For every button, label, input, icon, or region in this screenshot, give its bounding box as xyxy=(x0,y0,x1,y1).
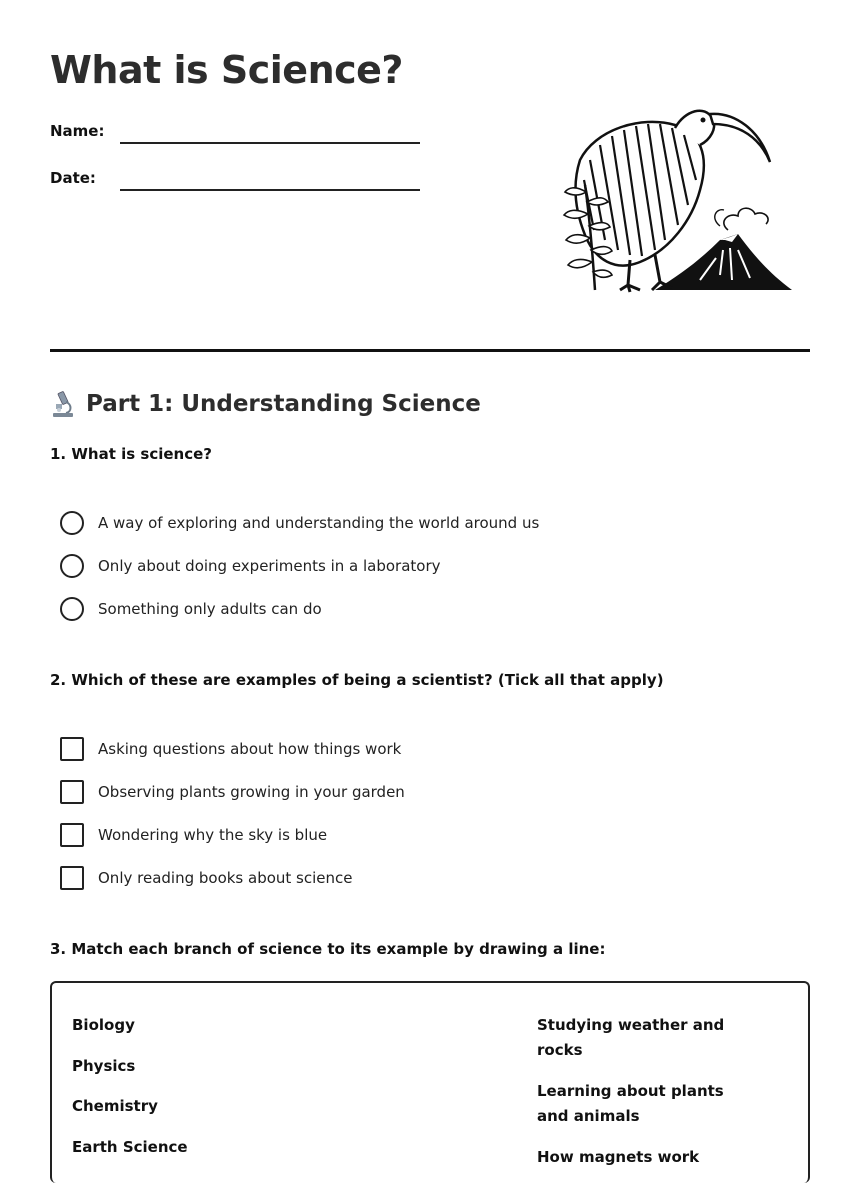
question-2: 2. Which of these are examples of being a scientist? (Tick all that apply) xyxy=(50,671,664,689)
q2-option-3-label: Wondering why the sky is blue xyxy=(98,826,328,844)
example-item[interactable]: How magnets work xyxy=(537,1148,700,1166)
branch-list xyxy=(72,1013,188,1175)
microscope-icon xyxy=(50,390,76,418)
name-line[interactable] xyxy=(120,142,420,144)
q2-option-1[interactable] xyxy=(60,737,401,761)
radio-button[interactable] xyxy=(60,554,84,578)
q2-option-1-label: Asking questions about how things work xyxy=(98,740,402,758)
checkbox[interactable] xyxy=(60,737,84,761)
example-list xyxy=(537,1013,757,1186)
checkbox[interactable] xyxy=(60,780,84,804)
q1-option-2-label: Only about doing experiments in a laboratory xyxy=(98,557,441,575)
date-line[interactable] xyxy=(120,189,420,191)
page-title: What is Science? xyxy=(50,48,403,92)
name-field[interactable] xyxy=(50,122,104,140)
branch-item[interactable]: Earth Science xyxy=(72,1137,188,1156)
q2-option-4[interactable] xyxy=(60,866,353,890)
question-1: 1. What is science? xyxy=(50,445,212,463)
checkbox[interactable] xyxy=(60,866,84,890)
radio-button[interactable] xyxy=(60,597,84,621)
part1-title: Part 1: Understanding Science xyxy=(86,391,481,417)
branch-item[interactable]: Physics xyxy=(72,1056,136,1075)
matching-box xyxy=(50,981,810,1183)
example-item[interactable]: Studying weather and rocks xyxy=(537,1016,725,1059)
q1-option-3[interactable] xyxy=(60,597,322,621)
q1-option-3-label: Something only adults can do xyxy=(98,600,322,618)
part1-heading xyxy=(50,390,481,418)
q2-option-2-label: Observing plants growing in your garden xyxy=(98,783,405,801)
q2-option-2[interactable] xyxy=(60,780,405,804)
checkbox[interactable] xyxy=(60,823,84,847)
q1-option-2[interactable] xyxy=(60,554,441,578)
q2-option-4-label: Only reading books about science xyxy=(98,869,353,887)
section-divider xyxy=(50,349,810,352)
q1-option-1-label: A way of exploring and understanding the world around us xyxy=(98,514,540,532)
q1-option-1[interactable] xyxy=(60,511,539,535)
branch-item[interactable]: Chemistry xyxy=(72,1097,158,1115)
branch-item[interactable]: Biology xyxy=(72,1016,135,1034)
date-label: Date: xyxy=(50,169,96,187)
kiwi-logo-icon xyxy=(560,100,795,298)
question-3: 3. Match each branch of science to its example by drawing a line: xyxy=(50,940,606,958)
radio-button[interactable] xyxy=(60,511,84,535)
example-item[interactable]: Learning about plants and animals xyxy=(537,1082,724,1125)
name-label: Name: xyxy=(50,122,105,140)
q2-option-3[interactable] xyxy=(60,823,327,847)
date-field[interactable] xyxy=(50,169,96,187)
